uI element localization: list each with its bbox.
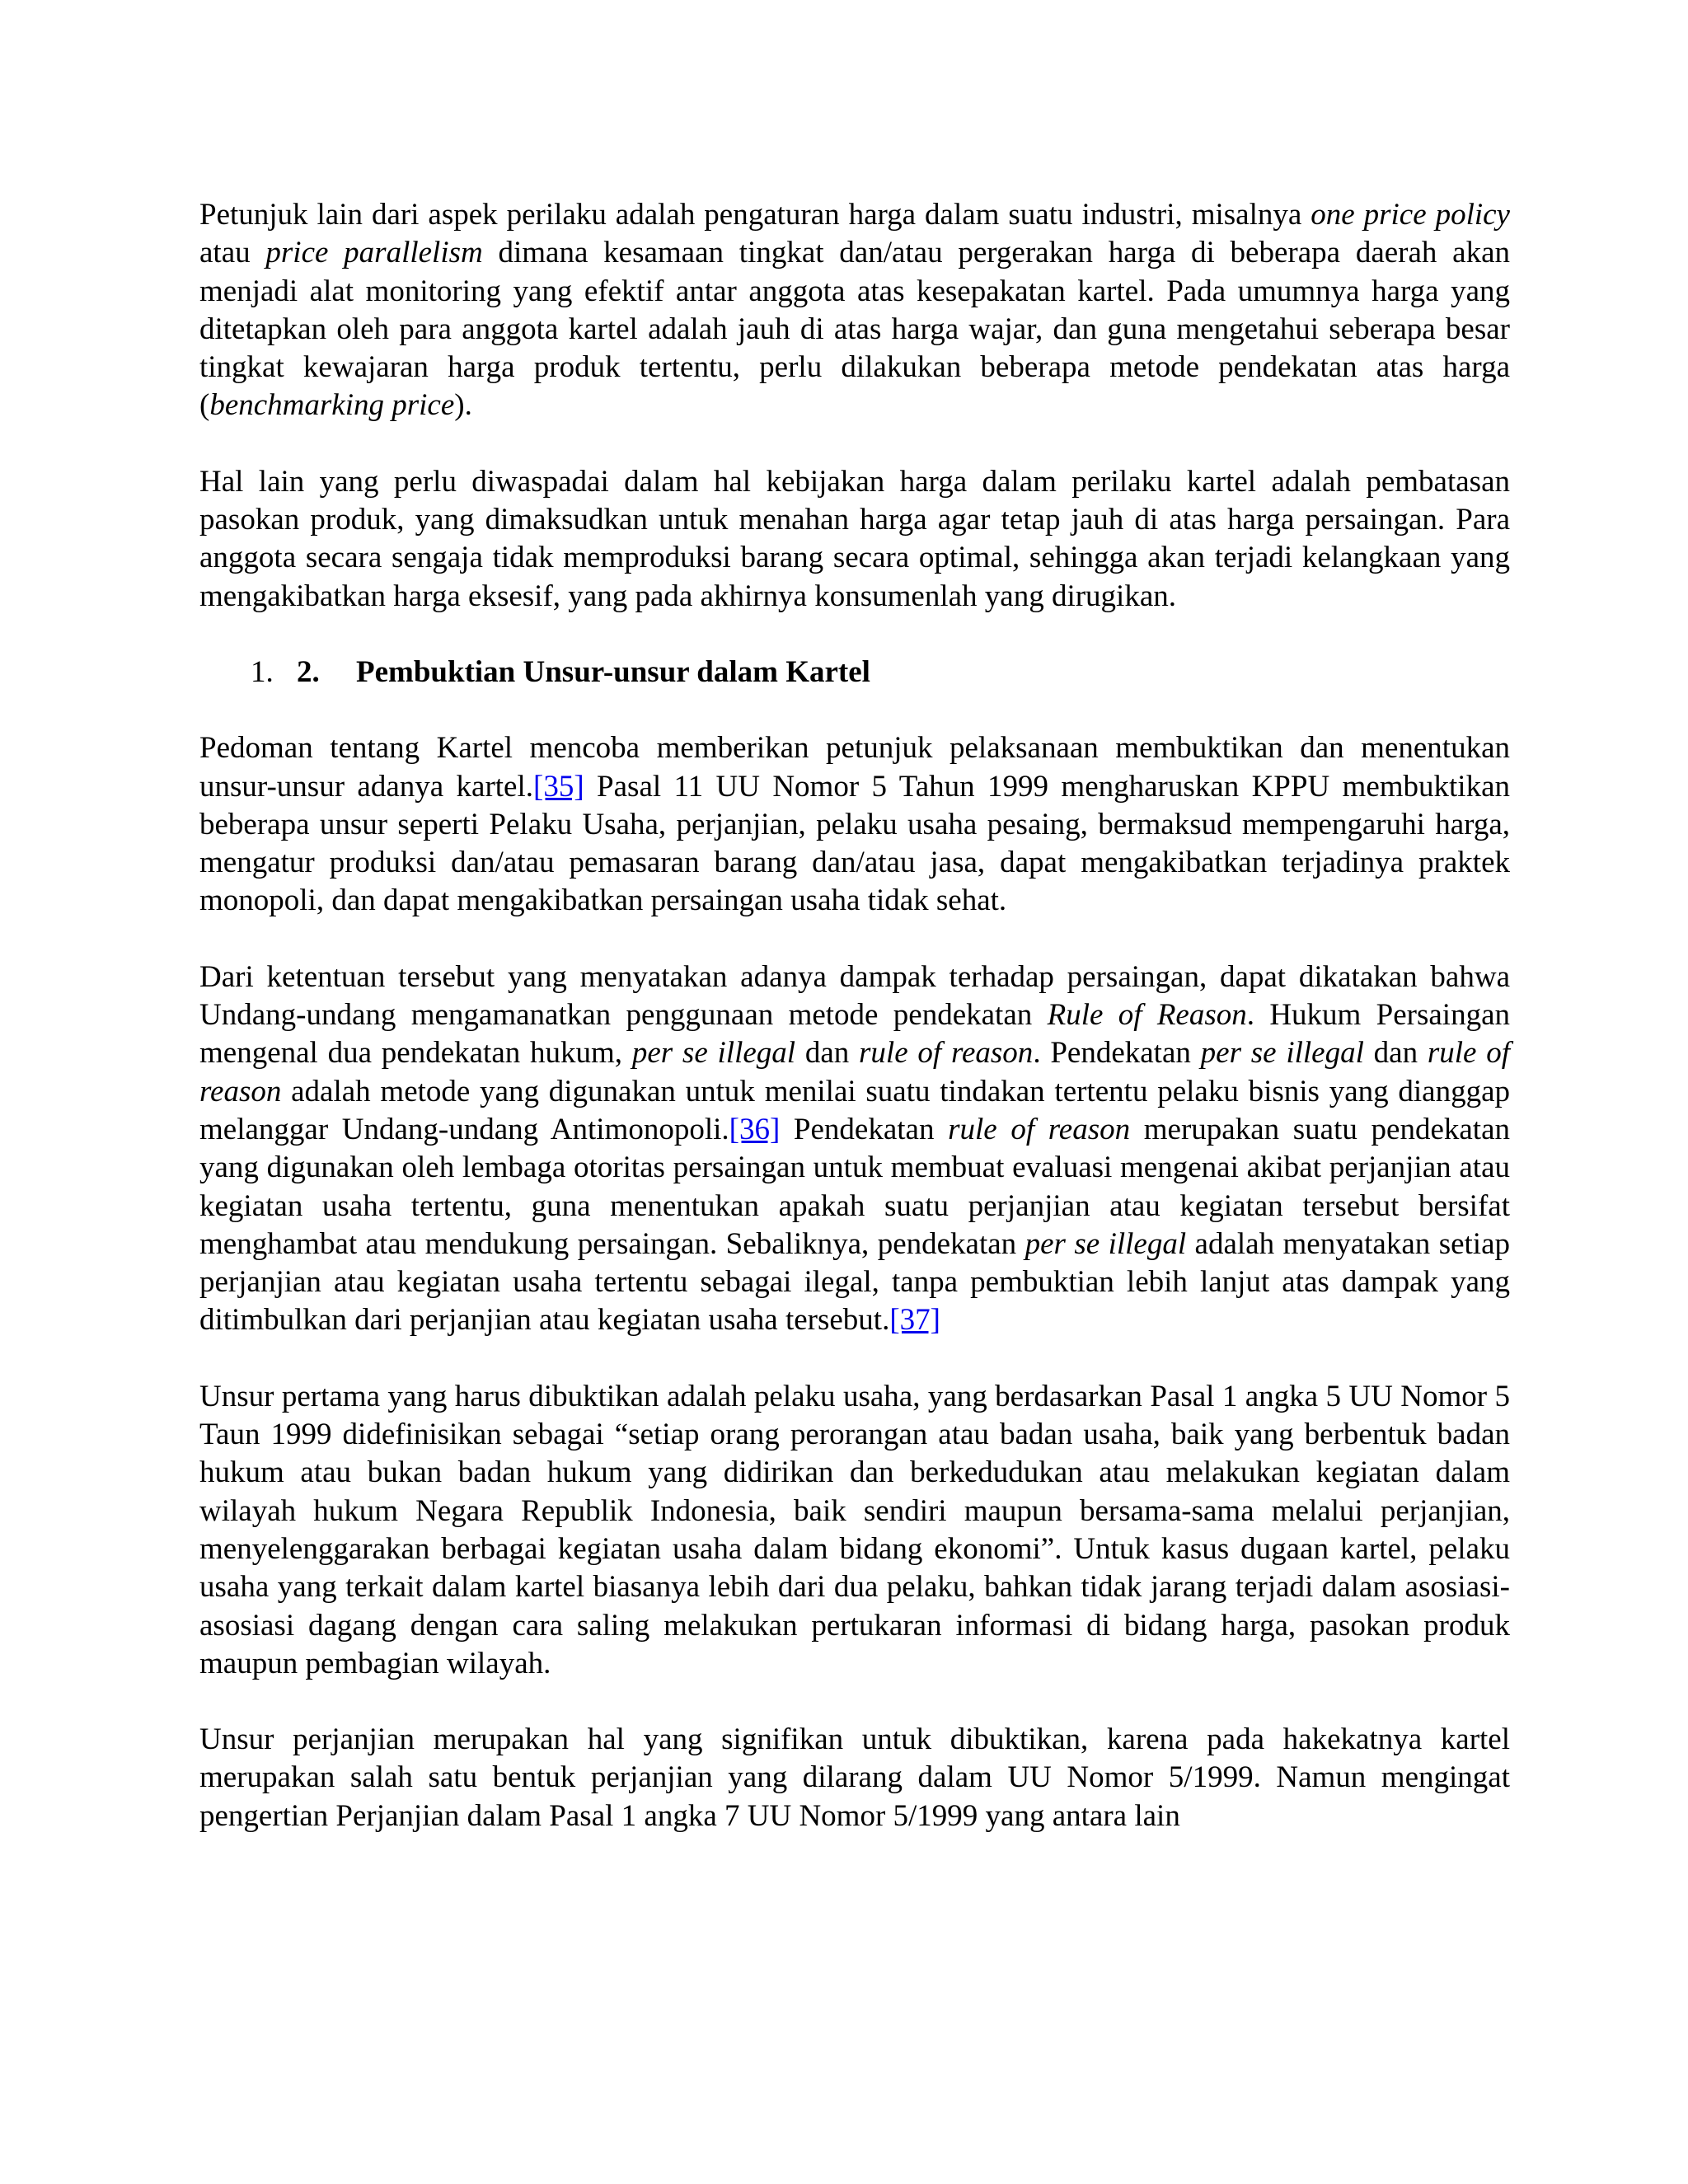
paragraph-agreement [199, 1721, 1510, 1835]
section-heading [199, 654, 1510, 691]
footnote-link-35[interactable]: [35] [533, 769, 584, 804]
text: Pedoman tentang Kartel mencoba memberikan petunjuk pelaksanaan membuktikan dan menentukan unsur-unsur adanya kartel. [199, 731, 1510, 804]
footnote-link-36[interactable]: [36] [729, 1112, 781, 1146]
italic-term: rule of reason [199, 1036, 1511, 1108]
italic-term: one price policy [1311, 198, 1510, 232]
heading-sub-number: 2. [297, 654, 320, 689]
italic-term: per se illegal [1025, 1226, 1187, 1261]
text: atau [199, 236, 266, 270]
text: Pasal 11 UU Nomor 5 Tahun 1999 mengharuskan KPPU membuktikan beberapa unsur seperti Pelaku Usaha, perjanjian, pelaku usaha pesaing, bermaksud mempengaruhi harga, mengatur produksi dan/atau pemasaran barang dan/atau jasa, dapat mengakibatkan terjadinya praktek monopoli, dan dapat mengakibatkan persaingan usaha tidak sehat. [199, 769, 1510, 918]
text: Petunjuk lain dari aspek perilaku adalah pengaturan harga dalam suatu industri, misalnya [199, 198, 1311, 232]
text: adalah metode yang digunakan untuk menilai suatu tindakan tertentu pelaku bisnis yang dianggap melanggar Undang-undang Antimonopoli. [199, 1074, 1510, 1146]
text: ). [454, 388, 472, 423]
italic-term: rule of reason [859, 1036, 1034, 1071]
paragraph-price-behavior [199, 196, 1510, 425]
heading-number: 1. [251, 654, 274, 689]
heading-title: Pembuktian Unsur-unsur dalam Kartel [356, 654, 870, 689]
text: adalah menyatakan setiap perjanjian atau kegiatan usaha tertentu sebagai ilegal, tanpa pembuktian lebih lanjut atas dampak yang ditimbulkan dari perjanjian atau kegiatan usaha tersebut. [199, 1226, 1511, 1338]
paragraph-business-actor [199, 1378, 1510, 1683]
text: dan [795, 1036, 860, 1071]
text: Pendekatan [780, 1112, 949, 1146]
italic-term: benchmarking price [209, 388, 455, 423]
text: merupakan suatu pendekatan yang digunakan oleh lembaga otoritas persaingan untuk membuat evaluasi mengenai akibat perjanjian atau kegiatan usaha tertentu, guna menentukan apakah suatu perjanjian atau kegiatan tersebut bersifat menghambat atau mendukung persaingan. Sebaliknya, pendekatan [199, 1112, 1510, 1261]
text: . Hukum Persaingan mengenal dua pendekatan hukum, [199, 998, 1510, 1071]
document-page [199, 196, 1510, 1873]
text: dimana kesamaan tingkat dan/atau pergerakan harga di beberapa daerah akan menjadi alat monitoring yang efektif antar anggota atas kesepakatan kartel. Pada umumnya harga yang ditetapkan oleh para anggota kartel adalah jauh di atas harga wajar, dan guna mengetahui seberapa besar tingkat kewajaran harga produk tertentu, perlu dilakukan beberapa metode pendekatan atas harga ( [199, 236, 1511, 423]
italic-term: per se illegal [1200, 1036, 1364, 1071]
italic-term: Rule of Reason [1047, 998, 1247, 1033]
text: Unsur perjanjian merupakan hal yang signifikan untuk dibuktikan, karena pada hakekatnya kartel merupakan salah satu bentuk perjanjian yang dilarang dalam UU Nomor 5/1999. Namun mengingat pengertian Perjanjian dalam Pasal 1 angka 7 UU Nomor 5/1999 yang antara lain [199, 1722, 1510, 1833]
paragraph-supply-restriction [199, 463, 1510, 616]
text: Hal lain yang perlu diwaspadai dalam hal kebijakan harga dalam perilaku kartel adalah pembatasan pasokan produk, yang dimaksudkan untuk menahan harga agar tetap jauh di atas harga persaingan. Para anggota secara sengaja tidak memproduksi barang secara optimal, sehingga akan terjadi kelangkaan yang mengakibatkan harga eksesif, yang pada akhirnya konsumenlah yang dirugikan. [199, 464, 1510, 613]
text: dan [1363, 1036, 1428, 1071]
paragraph-cartel-guideline [199, 729, 1510, 920]
italic-term: rule of reason [948, 1112, 1131, 1146]
italic-term: per se illegal [631, 1036, 796, 1071]
text: Unsur pertama yang harus dibuktikan adalah pelaku usaha, yang berdasarkan Pasal 1 angka 5 UU Nomor 5 Taun 1999 didefinisikan sebagai “setiap orang perorangan atau badan usaha, baik yang berbentuk badan hukum atau bukan badan hukum yang didirikan dan berkedudukan atau melakukan kegiatan dalam wilayah hukum Negara Republik Indonesia, baik sendiri maupun bersama-sama melalui perjanjian, menyelenggarakan berbagai kegiatan usaha dalam bidang ekonomi”. Untuk kasus dugaan kartel, pelaku usaha yang terkait dalam kartel biasanya lebih dari dua pelaku, bahkan tidak jarang terjadi dalam asosiasi-asosiasi dagang dengan cara saling melakukan pertukaran informasi di bidang harga, pasokan produk maupun pembagian wilayah. [199, 1379, 1510, 1680]
text: Dari ketentuan tersebut yang menyatakan adanya dampak terhadap persaingan, dapat dikatakan bahwa Undang-undang mengamanatkan penggunaan metode pendekatan [199, 959, 1510, 1033]
paragraph-rule-of-reason [199, 958, 1510, 1340]
footnote-link-37[interactable]: [37] [889, 1303, 940, 1338]
text: . Pendekatan [1033, 1036, 1201, 1071]
italic-term: price parallelism [265, 236, 483, 270]
